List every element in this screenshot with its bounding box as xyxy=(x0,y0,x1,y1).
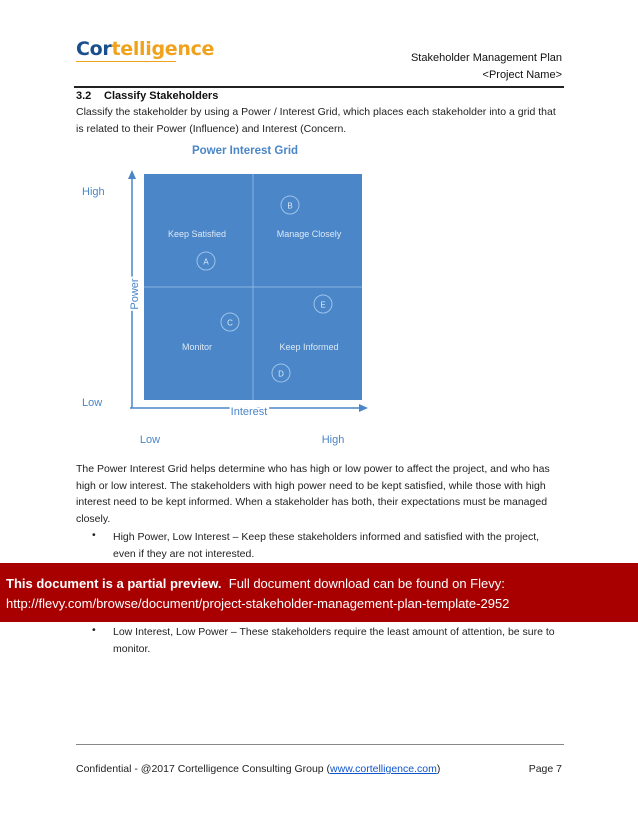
power-axis-arrow xyxy=(128,170,136,179)
interest-axis-arrow xyxy=(359,404,368,412)
footer-suffix: ) xyxy=(436,763,441,775)
header-rule xyxy=(74,86,564,88)
quadrant-keep-informed: Keep Informed xyxy=(279,342,339,352)
stakeholder-e xyxy=(314,295,332,313)
company-logo xyxy=(76,38,214,60)
power-interest-grid xyxy=(70,136,370,452)
banner-bold-text: This document is a partial preview. xyxy=(6,576,222,591)
section-number: 3.2 xyxy=(76,90,92,102)
grid-title: Power Interest Grid xyxy=(191,145,299,157)
interest-high-label: High xyxy=(321,434,345,446)
logo-underline xyxy=(76,61,176,62)
project-name: <Project Name> xyxy=(482,69,562,81)
section-heading xyxy=(76,90,218,102)
quadrant-monitor: Monitor xyxy=(181,342,213,352)
banner-message xyxy=(6,576,505,591)
body-paragraph: The Power Interest Grid helps determine who has high or low power to affect the project, and who has high or low interest. The stakeholders with high power need to be kept satisfied, while those with high interest need to be kept informed. When a stakeholder has both, their expectations must be managed closely. xyxy=(76,463,550,525)
section-title: Classify Stakeholders xyxy=(104,90,219,102)
banner-link[interactable]: http://flevy.com/browse/document/project-stakeholder-management-plan-template-2952 xyxy=(6,596,510,611)
footer-confidential xyxy=(76,763,440,775)
power-high-label: High xyxy=(82,186,105,198)
quadrant-manage-closely: Manage Closely xyxy=(276,229,342,239)
stakeholder-b xyxy=(281,196,299,214)
stakeholder-c xyxy=(221,313,239,331)
footer-prefix: Confidential - @2017 Cortelligence Consulting Group ( xyxy=(76,763,331,775)
document-title: Stakeholder Management Plan xyxy=(410,52,562,64)
bullet-high-power-low-interest: High Power, Low Interest – Keep these stakeholders informed and satisfied with the project, even if they are not interested. xyxy=(113,531,540,560)
stakeholder-d xyxy=(272,364,290,382)
stakeholder-b-label: B xyxy=(287,201,293,211)
power-low-label: Low xyxy=(82,397,103,409)
preview-banner xyxy=(0,563,638,622)
power-axis-label: Power xyxy=(129,278,141,310)
page-number: Page 7 xyxy=(528,763,562,775)
bullet-marker: • xyxy=(92,624,96,636)
stakeholder-e-label: E xyxy=(320,300,326,310)
stakeholder-a-label: A xyxy=(203,257,209,267)
stakeholder-d-label: D xyxy=(278,369,284,379)
logo-part-2: telligence xyxy=(111,38,215,60)
intro-paragraph: Classify the stakeholder by using a Power / Interest Grid, which places each stakeholder into a grid that is related to their Power (Influence) and Interest (Concern. xyxy=(76,106,556,135)
bullet-low-interest-low-power: Low Interest, Low Power – These stakeholders require the least amount of attention, be sure to monitor. xyxy=(113,626,555,655)
stakeholder-a xyxy=(197,252,215,270)
bullet-marker: • xyxy=(92,529,96,541)
quadrant-keep-satisfied: Keep Satisfied xyxy=(167,229,227,239)
banner-text: Full document download can be found on Flevy: xyxy=(228,576,505,591)
logo-part-1: Cor xyxy=(76,38,112,60)
footer-rule xyxy=(76,744,564,745)
stakeholder-c-label: C xyxy=(227,318,233,328)
footer-link[interactable]: www.cortelligence.com xyxy=(330,763,437,775)
interest-axis-label: Interest xyxy=(230,406,268,418)
interest-low-label: Low xyxy=(139,434,161,446)
